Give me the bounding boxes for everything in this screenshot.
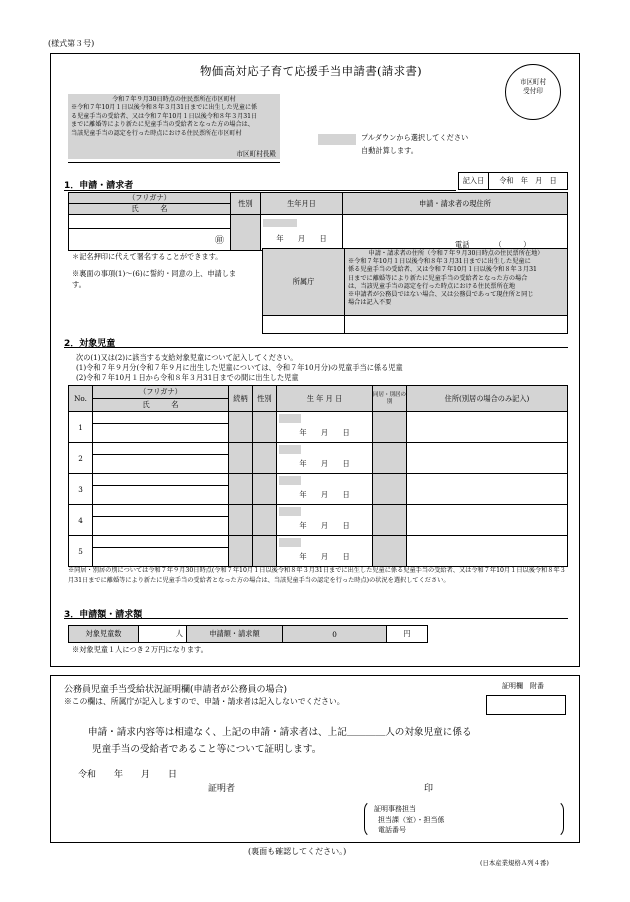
address-note-line: 係る児童手当の受給者、又は令和７年10月１日以後令和８年３月31: [348, 266, 537, 274]
col-birthdate: 生 年 月 日: [277, 386, 373, 412]
mayor-addressee[interactable]: 市区町村長殿: [68, 148, 280, 159]
cert-number-label: 証明欄 附番: [502, 682, 544, 690]
applicant-birthdate-input[interactable]: 年 月 日: [261, 229, 343, 251]
entry-date-field[interactable]: 令和 年 月 日: [489, 173, 568, 190]
child-birthdate-input[interactable]: 年 月 日: [277, 455, 373, 474]
child-birthdate-input[interactable]: 年 月 日: [277, 424, 373, 443]
child-cohabitation-select[interactable]: [373, 474, 407, 505]
legend-dropdown: プルダウンから選択してください: [361, 133, 469, 142]
child-furigana-input[interactable]: [93, 536, 229, 548]
row-number: 2: [69, 443, 93, 474]
section1-underline: [64, 190, 456, 191]
address-note-line: 日までに離婚等により新たに児童手当の受給者となった方の場合: [348, 274, 528, 282]
cohabitation-note: ※同居・別居の別については令和７年９月30日時点(令和７年10月１日以後令和８年３月31日までに出生した児童に係る児童手当の受給者、又は令和７年10月１日以後令和８年３月31日までに離婚等により新たに児童手当の受給者となった方の場合は、当該児童手当の認定を行った時点)の状況を選択してください。: [68, 567, 566, 584]
child-relation-select[interactable]: [229, 474, 253, 505]
child-name-input[interactable]: [93, 548, 229, 567]
registered-address-input[interactable]: [345, 316, 568, 334]
children-table: [68, 385, 568, 567]
child-birthdate-input[interactable]: 年 月 日: [277, 517, 373, 536]
col-furigana: （フリガナ）: [93, 386, 229, 399]
children-instructions-line: (1)令和７年９月分(令和７年９月に出生した児童については、令和７年10月分)の児童手当に係る児童: [76, 363, 403, 372]
entry-date-table: [458, 172, 568, 190]
child-name-input[interactable]: [93, 455, 229, 474]
child-gender-select[interactable]: [253, 443, 277, 474]
child-era-select[interactable]: [277, 443, 373, 455]
address-note-line: ※令和７年10月１日以後令和８年３月31日までに出生した児童に: [348, 258, 531, 266]
address-note-line: 申請・請求者の住所（令和７年９月30日時点の住民票所在地）: [368, 250, 544, 257]
gender-header: 性別: [231, 193, 261, 215]
child-count-label: 対象児童数: [69, 626, 139, 643]
amount-unit: 円: [387, 626, 428, 643]
section1-title: 1．申請・請求者: [64, 181, 134, 191]
address-header: 申請・請求者の現住所: [343, 193, 568, 215]
affiliation-label: 所属庁: [263, 249, 345, 316]
contact-line: 電話番号: [378, 826, 406, 834]
furigana-label: （フリガナ）: [69, 193, 231, 204]
cert-number-field[interactable]: [486, 695, 566, 715]
reception-stamp-area: [505, 64, 561, 120]
affiliation-table: [262, 248, 568, 334]
child-relation-select[interactable]: [229, 505, 253, 536]
address-note-line: は、当該児童手当の認定を行った時点における住民票所在地: [348, 282, 516, 290]
child-cohabitation-select[interactable]: [373, 505, 407, 536]
stamp-label-1: 市区町村: [519, 78, 547, 86]
form-number: (様式第３号): [48, 39, 95, 48]
address-note: [345, 249, 568, 316]
child-relation-select[interactable]: [229, 536, 253, 567]
pledge-text: ※裏面の事項(1)～(6)に誓約・同意の上、申請します。: [72, 269, 237, 289]
child-era-select[interactable]: [277, 505, 373, 517]
row-number: 3: [69, 474, 93, 505]
child-furigana-input[interactable]: [93, 474, 229, 486]
seal-mark: ㊞: [214, 236, 224, 246]
child-furigana-input[interactable]: [93, 505, 229, 517]
child-gender-select[interactable]: [253, 505, 277, 536]
certifier-seal: 印: [424, 784, 434, 794]
child-cohabitation-select[interactable]: [373, 443, 407, 474]
child-gender-select[interactable]: [253, 412, 277, 443]
child-relation-select[interactable]: [229, 412, 253, 443]
legend-auto: 自動計算します。: [361, 146, 418, 155]
child-address-input[interactable]: [407, 505, 568, 536]
municipality-notice: [68, 94, 280, 148]
contact-line: 担当課（室）・担当係: [378, 815, 445, 824]
child-era-select[interactable]: [277, 412, 373, 424]
child-address-input[interactable]: [407, 412, 568, 443]
col-no: No.: [69, 386, 93, 412]
col-gender: 性別: [253, 386, 277, 412]
cert-body-line1: 申請・請求内容等は相違なく、上記の申請・請求者は、上記＿＿＿＿人の対象児童に係る: [88, 727, 472, 738]
child-relation-select[interactable]: [229, 443, 253, 474]
applicant-furigana-input[interactable]: [69, 215, 231, 229]
child-name-input[interactable]: [93, 517, 229, 536]
phone-label: 電話 （ ）: [455, 240, 531, 249]
signature-note: ＊記名押印に代えて署名することができます。: [72, 252, 223, 261]
form-title: 物価高対応子育て応援手当申請書(請求書): [200, 64, 422, 78]
applicant-era-cell[interactable]: [261, 215, 343, 229]
amount-label: 申請額・請求額: [187, 626, 283, 643]
entry-date-label: 記入日: [459, 173, 489, 190]
applicant-address-input[interactable]: [343, 215, 568, 251]
child-cohabitation-select[interactable]: [373, 412, 407, 443]
contact-line: 証明事務担当: [374, 805, 416, 813]
child-gender-select[interactable]: [253, 474, 277, 505]
col-address: 住所(別居の場合のみ記入): [407, 386, 568, 412]
notice-line: ※令和７年10月１日以後令和８年３月31日までに出生した児童に係: [71, 104, 258, 112]
certifier-label: 証明者: [208, 784, 236, 794]
col-cohabitation: 同居・別居の別: [373, 386, 407, 412]
cert-note: ※この欄は、所属庁が記入しますので、申請・請求者は記入しないでください。: [64, 697, 345, 706]
child-cohabitation-select[interactable]: [373, 536, 407, 567]
section3-title: 3．申請額・請求額: [64, 610, 143, 620]
applicant-gender-select[interactable]: [231, 215, 261, 251]
legend-swatch: [318, 134, 356, 145]
child-gender-select[interactable]: [253, 536, 277, 567]
children-instructions-line: 次の(1)又は(2)に該当する支給対象児童について記入してください。: [76, 353, 298, 362]
footer-note: (裏面も確認してください。): [248, 847, 347, 856]
notice-line: 令和７年９月30日時点の住民票所在市区町村: [112, 96, 236, 103]
child-furigana-input[interactable]: [93, 443, 229, 455]
paper-size-note: (日本産業規格Ａ列４番): [480, 859, 549, 867]
child-count-field[interactable]: [139, 626, 187, 643]
section3-underline: [64, 618, 568, 619]
children-instructions-line: (2)令和７年10月１日から令和８年３月31日までの間に出生した児童: [76, 373, 299, 382]
notice-line: る児童手当の受給者、又は令和７年10月１日以後令和８年３月31日: [71, 112, 258, 120]
stamp-label-2: 受付印: [523, 87, 543, 95]
notice-line: までに離婚等により新たに児童手当の受給者となった方の場合は、: [71, 121, 254, 129]
cert-title: 公務員児童手当受給状況証明欄(申請者が公務員の場合): [64, 685, 288, 695]
address-note-line: 場合は記入不要: [348, 299, 392, 307]
address-note-line: ※申請者が公務員ではない場合、又は公務員であって現住所と同じ: [348, 291, 534, 299]
row-number: 5: [69, 536, 93, 567]
applicant-name-input[interactable]: [69, 229, 231, 251]
child-address-input[interactable]: [407, 474, 568, 505]
amount-value: 0: [283, 626, 387, 643]
applicant-table: [68, 192, 568, 251]
section2-title: 2．対象児童: [64, 339, 116, 349]
col-relation: 続柄: [229, 386, 253, 412]
cert-date[interactable]: 令和 年 月 日: [78, 770, 178, 780]
col-name: 氏 名: [93, 399, 229, 412]
child-birthdate-input[interactable]: 年 月 日: [277, 548, 373, 567]
child-address-input[interactable]: [407, 443, 568, 474]
child-furigana-input[interactable]: [93, 412, 229, 424]
affiliation-input[interactable]: [263, 316, 345, 334]
amount-note: ※対象児童１人につき２万円になります。: [72, 645, 208, 654]
contact-info: [374, 804, 445, 836]
child-era-select[interactable]: [277, 474, 373, 486]
divider: [68, 162, 280, 163]
child-birthdate-input[interactable]: 年 月 日: [277, 486, 373, 505]
row-number: 4: [69, 505, 93, 536]
notice-line: 当該児童手当の認定を行った時点における住民票所在市区町村: [71, 129, 242, 137]
child-name-input[interactable]: [93, 486, 229, 505]
name-label: 氏 名: [69, 204, 231, 215]
amount-table: [68, 625, 428, 643]
cert-body-line2: 児童手当の受給者であること等について証明します。: [92, 744, 322, 755]
child-name-input[interactable]: [93, 424, 229, 443]
child-era-select[interactable]: [277, 536, 373, 548]
child-count-unit: 人: [175, 629, 183, 638]
birthdate-header: 生年月日: [261, 193, 343, 215]
child-address-input[interactable]: [407, 536, 568, 567]
row-number: 1: [69, 412, 93, 443]
section2-underline: [64, 347, 568, 348]
